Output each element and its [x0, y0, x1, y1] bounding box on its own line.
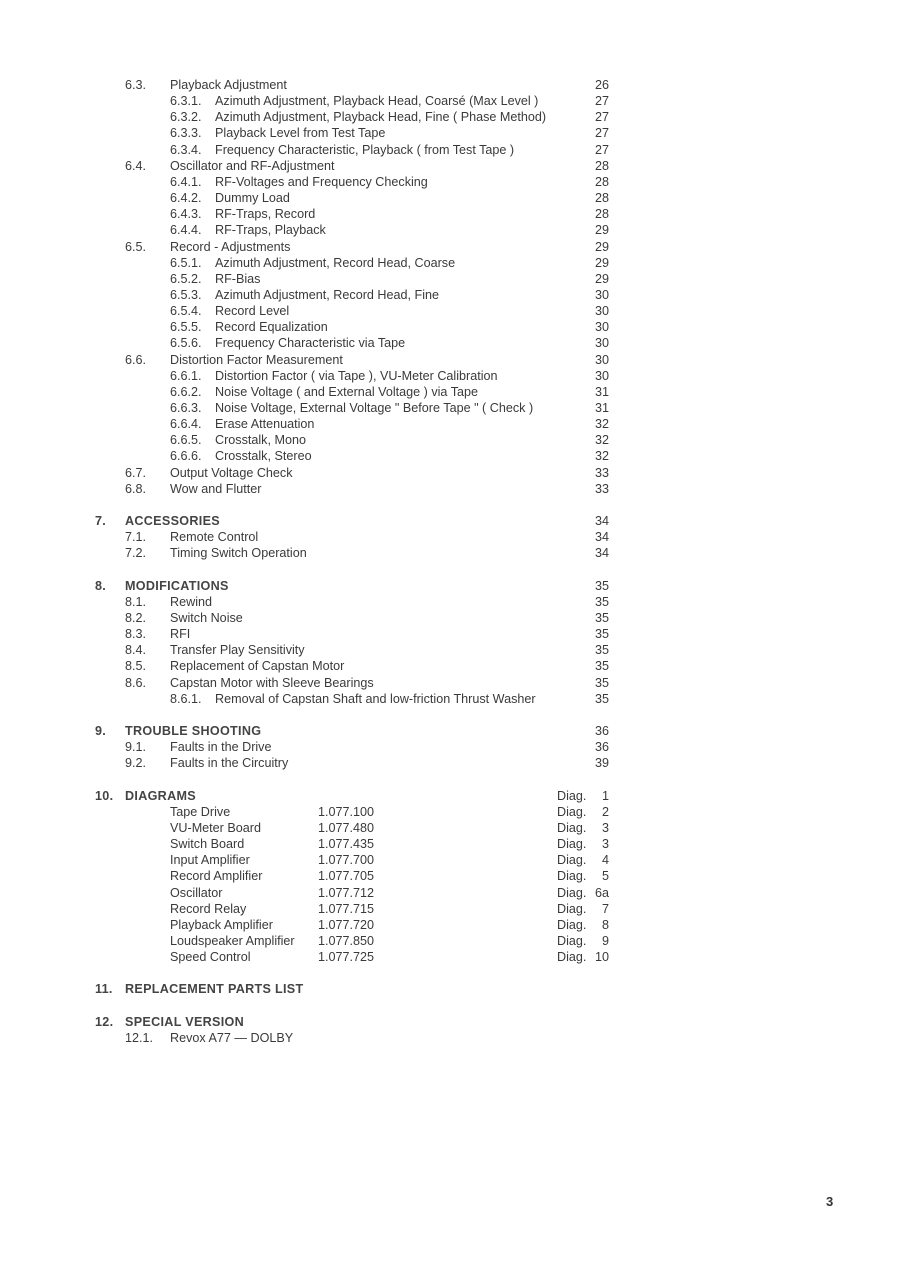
entry-number: 6.5.4.: [170, 304, 202, 319]
section-heading: [0, 1014, 910, 1030]
diagram-title: Record Relay: [170, 901, 247, 916]
diagram-label: Diag.: [557, 917, 587, 932]
entry-number: 6.4.3.: [170, 207, 202, 222]
entry-title: Crosstalk, Stereo: [215, 449, 312, 464]
section-title: DIAGRAMS: [125, 788, 196, 803]
toc-subentry: [0, 400, 910, 416]
page-ref: 5: [601, 869, 609, 884]
entry-number: 8.3.: [125, 627, 147, 642]
toc-entry: [0, 755, 910, 771]
entry-title: Oscillator and RF-Adjustment: [170, 158, 335, 173]
entry-number: 6.6.2.: [170, 384, 202, 399]
part-number: 1.077.712: [318, 885, 375, 900]
page-ref: 29: [594, 223, 609, 238]
diagram-label: Diag.: [557, 804, 587, 819]
page-ref: 3: [601, 837, 609, 852]
page-ref: 2: [601, 804, 609, 819]
entry-title: Replacement of Capstan Motor: [170, 659, 345, 674]
section-number: 10.: [95, 788, 114, 803]
page-ref: 35: [594, 643, 609, 658]
entry-number: 7.2.: [125, 546, 147, 561]
diagram-entry: [0, 917, 910, 933]
entry-title: Rewind: [170, 594, 212, 609]
toc-entry: [0, 77, 910, 93]
entry-number: 6.6.4.: [170, 417, 202, 432]
page-ref: 4: [601, 853, 609, 868]
diagram-title: Oscillator: [170, 885, 223, 900]
entry-number: 12.1.: [125, 1030, 154, 1045]
toc-subentry: [0, 255, 910, 271]
diagram-label: Diag.: [557, 901, 587, 916]
diagram-title: Input Amplifier: [170, 853, 250, 868]
entry-number: 6.6.1.: [170, 368, 202, 383]
entry-title: Azimuth Adjustment, Playback Head, Fine ( Phase Method): [215, 110, 547, 125]
entry-title: Record Equalization: [215, 320, 328, 335]
entry-title: Removal of Capstan Shaft and low-friction Thrust Washer: [215, 691, 536, 706]
page-ref: 30: [594, 368, 609, 383]
section-title: TROUBLE SHOOTING: [125, 724, 262, 738]
toc-subentry: [0, 190, 910, 206]
page-ref: 26: [594, 78, 609, 92]
entry-title: Dummy Load: [215, 191, 290, 206]
toc-entry: [0, 465, 910, 481]
page-ref: 34: [594, 530, 609, 545]
section-heading: [0, 513, 910, 529]
diagram-label: Diag.: [557, 820, 587, 835]
entry-title: RF-Bias: [215, 271, 261, 286]
part-number: 1.077.725: [318, 950, 375, 965]
section-heading: [0, 981, 910, 997]
entry-number: 6.6.3.: [170, 401, 202, 415]
entry-title: Record Level: [215, 304, 290, 319]
part-number: 1.077.435: [318, 837, 375, 852]
page-ref: 27: [594, 142, 609, 157]
page-ref: 30: [594, 304, 609, 319]
entry-number: 6.3.2.: [170, 110, 202, 125]
toc-subentry: [0, 335, 910, 351]
toc-subentry: [0, 319, 910, 335]
toc-subentry: [0, 125, 910, 141]
entry-title: Capstan Motor with Sleeve Bearings: [170, 675, 374, 690]
toc-entry: [0, 658, 910, 674]
toc-entry: [0, 158, 910, 174]
entry-title: Remote Control: [170, 530, 259, 545]
entry-title: Noise Voltage ( and External Voltage ) via Tape: [215, 384, 479, 399]
page-ref: 31: [594, 401, 609, 415]
page-ref: 30: [594, 320, 609, 335]
page-ref: 32: [594, 433, 609, 448]
entry-title: RF-Traps, Playback: [215, 223, 326, 238]
page-ref: 3: [601, 820, 609, 835]
toc-entry: [0, 739, 910, 755]
page-ref: 30: [594, 287, 609, 302]
entry-number: 6.8.: [125, 481, 147, 496]
toc-entry: [0, 610, 910, 626]
diagram-title: Loudspeaker Amplifier: [170, 933, 295, 948]
toc-subentry: [0, 432, 910, 448]
entry-number: 6.3.3.: [170, 126, 202, 141]
part-number: 1.077.715: [318, 901, 375, 916]
page-ref: 6a: [594, 885, 609, 900]
entry-title: Azimuth Adjustment, Record Head, Coarse: [215, 255, 456, 270]
page-ref: 33: [594, 481, 609, 496]
toc-subentry: [0, 93, 910, 109]
page-ref: 30: [594, 352, 609, 367]
page-ref: 30: [594, 336, 609, 351]
diagram-entry: [0, 868, 910, 884]
diagram-title: Playback Amplifier: [170, 917, 273, 932]
section-title: MODIFICATIONS: [125, 578, 229, 593]
entry-title: Transfer Play Sensitivity: [170, 643, 305, 658]
entry-number: 6.3.: [125, 78, 147, 92]
entry-title: Frequency Characteristic, Playback ( from Test Tape ): [215, 142, 515, 157]
toc-subentry: [0, 384, 910, 400]
entry-number: 8.4.: [125, 643, 147, 658]
entry-title: Azimuth Adjustment, Record Head, Fine: [215, 287, 439, 302]
entry-title: Frequency Characteristic via Tape: [215, 336, 406, 351]
diagram-entry: [0, 820, 910, 836]
page-number: 3: [826, 1194, 834, 1209]
diagram-entry: [0, 885, 910, 901]
entry-title: Output Voltage Check: [170, 465, 293, 480]
page-ref: 34: [594, 546, 609, 561]
entry-title: RF-Voltages and Frequency Checking: [215, 174, 428, 189]
page-ref: 35: [594, 691, 609, 706]
section-number: 11.: [95, 982, 113, 997]
page-ref: 35: [594, 675, 609, 690]
entry-number: 6.3.1.: [170, 94, 202, 109]
diagram-label: Diag.: [557, 885, 587, 900]
diagram-entry: [0, 804, 910, 820]
page-ref: 7: [601, 901, 609, 916]
diagram-entry: [0, 901, 910, 917]
page-ref: 8: [601, 917, 609, 932]
page-ref: 28: [594, 207, 609, 222]
diagram-entry: [0, 836, 910, 852]
entry-title: Crosstalk, Mono: [215, 433, 306, 448]
toc-subentry: [0, 109, 910, 125]
entry-title: Distortion Factor Measurement: [170, 352, 343, 367]
part-number: 1.077.850: [318, 933, 375, 948]
part-number: 1.077.100: [318, 804, 375, 819]
page-ref: 28: [594, 158, 609, 173]
diagram-title: Speed Control: [170, 950, 251, 965]
entry-number: 6.6.: [125, 352, 147, 367]
toc-entry: [0, 626, 910, 642]
part-number: 1.077.480: [318, 820, 375, 835]
page-ref: 36: [594, 740, 609, 755]
entry-number: 6.4.2.: [170, 191, 202, 206]
toc-subentry: [0, 416, 910, 432]
diagram-title: Switch Board: [170, 837, 245, 852]
section-heading: [0, 578, 910, 594]
diagram-entry: [0, 933, 910, 949]
entry-number: 8.6.1.: [170, 691, 202, 706]
toc-subentry: [0, 303, 910, 319]
entry-title: Revox A77 — DOLBY: [170, 1030, 294, 1045]
toc-subentry: [0, 271, 910, 287]
toc-subentry: [0, 142, 910, 158]
toc-entry: [0, 594, 910, 610]
diagram-entry: [0, 949, 910, 965]
entry-title: Faults in the Drive: [170, 740, 272, 755]
entry-title: Faults in the Circuitry: [170, 756, 289, 771]
toc-entry: [0, 481, 910, 497]
toc-entry: [0, 239, 910, 255]
section-number: 9.: [95, 724, 107, 738]
page-ref: 27: [594, 110, 609, 125]
page-ref: 35: [594, 594, 609, 609]
entry-title: Switch Noise: [170, 610, 243, 625]
page-ref: 31: [594, 384, 609, 399]
page-ref: 29: [594, 239, 609, 254]
page-ref: 32: [594, 417, 609, 432]
entry-number: 8.5.: [125, 659, 147, 674]
section-number: 8.: [95, 578, 107, 593]
section-number: 7.: [95, 514, 107, 529]
entry-number: 6.4.1.: [170, 174, 202, 189]
diagram-label: Diag.: [557, 788, 587, 803]
page-ref: 35: [594, 659, 609, 674]
entry-number: 6.5.6.: [170, 336, 202, 351]
page-ref: 28: [594, 191, 609, 206]
diagram-label: Diag.: [557, 933, 587, 948]
entry-number: 7.1.: [125, 530, 147, 545]
toc-entry: [0, 352, 910, 368]
diagram-entry: [0, 852, 910, 868]
page-ref: 10: [594, 950, 609, 965]
diagram-label: Diag.: [557, 950, 587, 965]
entry-title: Wow and Flutter: [170, 481, 262, 496]
page-ref: 29: [594, 271, 609, 286]
entry-number: 6.6.6.: [170, 449, 202, 464]
entry-title: Timing Switch Operation: [170, 546, 307, 561]
entry-title: Playback Level from Test Tape: [215, 126, 386, 141]
entry-title: Noise Voltage, External Voltage " Before Tape " ( Check ): [215, 401, 534, 415]
diagram-label: Diag.: [557, 869, 587, 884]
toc-subentry: [0, 448, 910, 464]
toc-subentry: [0, 174, 910, 190]
part-number: 1.077.705: [318, 869, 375, 884]
section-heading: [0, 788, 910, 804]
page-ref: 27: [594, 126, 609, 141]
entry-title: Playback Adjustment: [170, 78, 287, 92]
entry-number: 6.7.: [125, 465, 147, 480]
toc-subentry: [0, 691, 910, 707]
entry-title: Distortion Factor ( via Tape ), VU-Meter Calibration: [215, 368, 498, 383]
entry-title: Azimuth Adjustment, Playback Head, Coarsé (Max Level ): [215, 94, 539, 109]
page-ref: 33: [594, 465, 609, 480]
entry-number: 9.2.: [125, 756, 147, 771]
toc-subentry: [0, 222, 910, 238]
entry-title: Erase Attenuation: [215, 417, 315, 432]
page-ref: 28: [594, 174, 609, 189]
entry-number: 9.1.: [125, 740, 147, 755]
entry-title: RF-Traps, Record: [215, 207, 316, 222]
page-ref: 35: [594, 610, 609, 625]
toc-entry: [0, 545, 910, 561]
page-ref: 39: [594, 756, 609, 771]
entry-number: 6.3.4.: [170, 142, 202, 157]
diagram-label: Diag.: [557, 853, 587, 868]
entry-number: 8.6.: [125, 675, 147, 690]
entry-number: 8.1.: [125, 594, 147, 609]
toc-entry: [0, 675, 910, 691]
entry-number: 6.5.5.: [170, 320, 202, 335]
diagram-title: Record Amplifier: [170, 869, 263, 884]
section-title: SPECIAL VERSION: [125, 1014, 245, 1029]
toc-entry: [0, 642, 910, 658]
section-title: REPLACEMENT PARTS LIST: [125, 982, 304, 997]
section-title: ACCESSORIES: [125, 514, 220, 529]
diagram-label: Diag.: [557, 837, 587, 852]
diagram-title: Tape Drive: [170, 804, 231, 819]
entry-number: 6.4.: [125, 158, 147, 173]
section-heading: [0, 723, 910, 739]
toc-subentry: [0, 287, 910, 303]
page-ref: 29: [594, 255, 609, 270]
page-ref: 35: [594, 627, 609, 642]
entry-number: 8.2.: [125, 610, 147, 625]
entry-number: 6.5.3.: [170, 287, 202, 302]
page-ref: 32: [594, 449, 609, 464]
diagram-title: VU-Meter Board: [170, 820, 261, 835]
entry-number: 6.5.2.: [170, 271, 202, 286]
page-ref: 34: [594, 514, 609, 529]
toc-entry: [0, 529, 910, 545]
section-number: 12.: [95, 1014, 114, 1029]
page-ref: 35: [594, 578, 609, 593]
part-number: 1.077.700: [318, 853, 375, 868]
entry-title: Record - Adjustments: [170, 239, 291, 254]
page-ref: 27: [594, 94, 609, 109]
entry-title: RFI: [170, 627, 191, 642]
entry-number: 6.6.5.: [170, 433, 202, 448]
page-ref: 36: [594, 724, 609, 738]
entry-number: 6.4.4.: [170, 223, 202, 238]
entry-number: 6.5.: [125, 239, 147, 254]
toc-subentry: [0, 368, 910, 384]
page-ref: 9: [601, 933, 609, 948]
page-ref: 1: [601, 788, 609, 803]
entry-number: 6.5.1.: [170, 255, 202, 270]
toc-entry: [0, 1030, 910, 1046]
toc-subentry: [0, 206, 910, 222]
part-number: 1.077.720: [318, 917, 375, 932]
